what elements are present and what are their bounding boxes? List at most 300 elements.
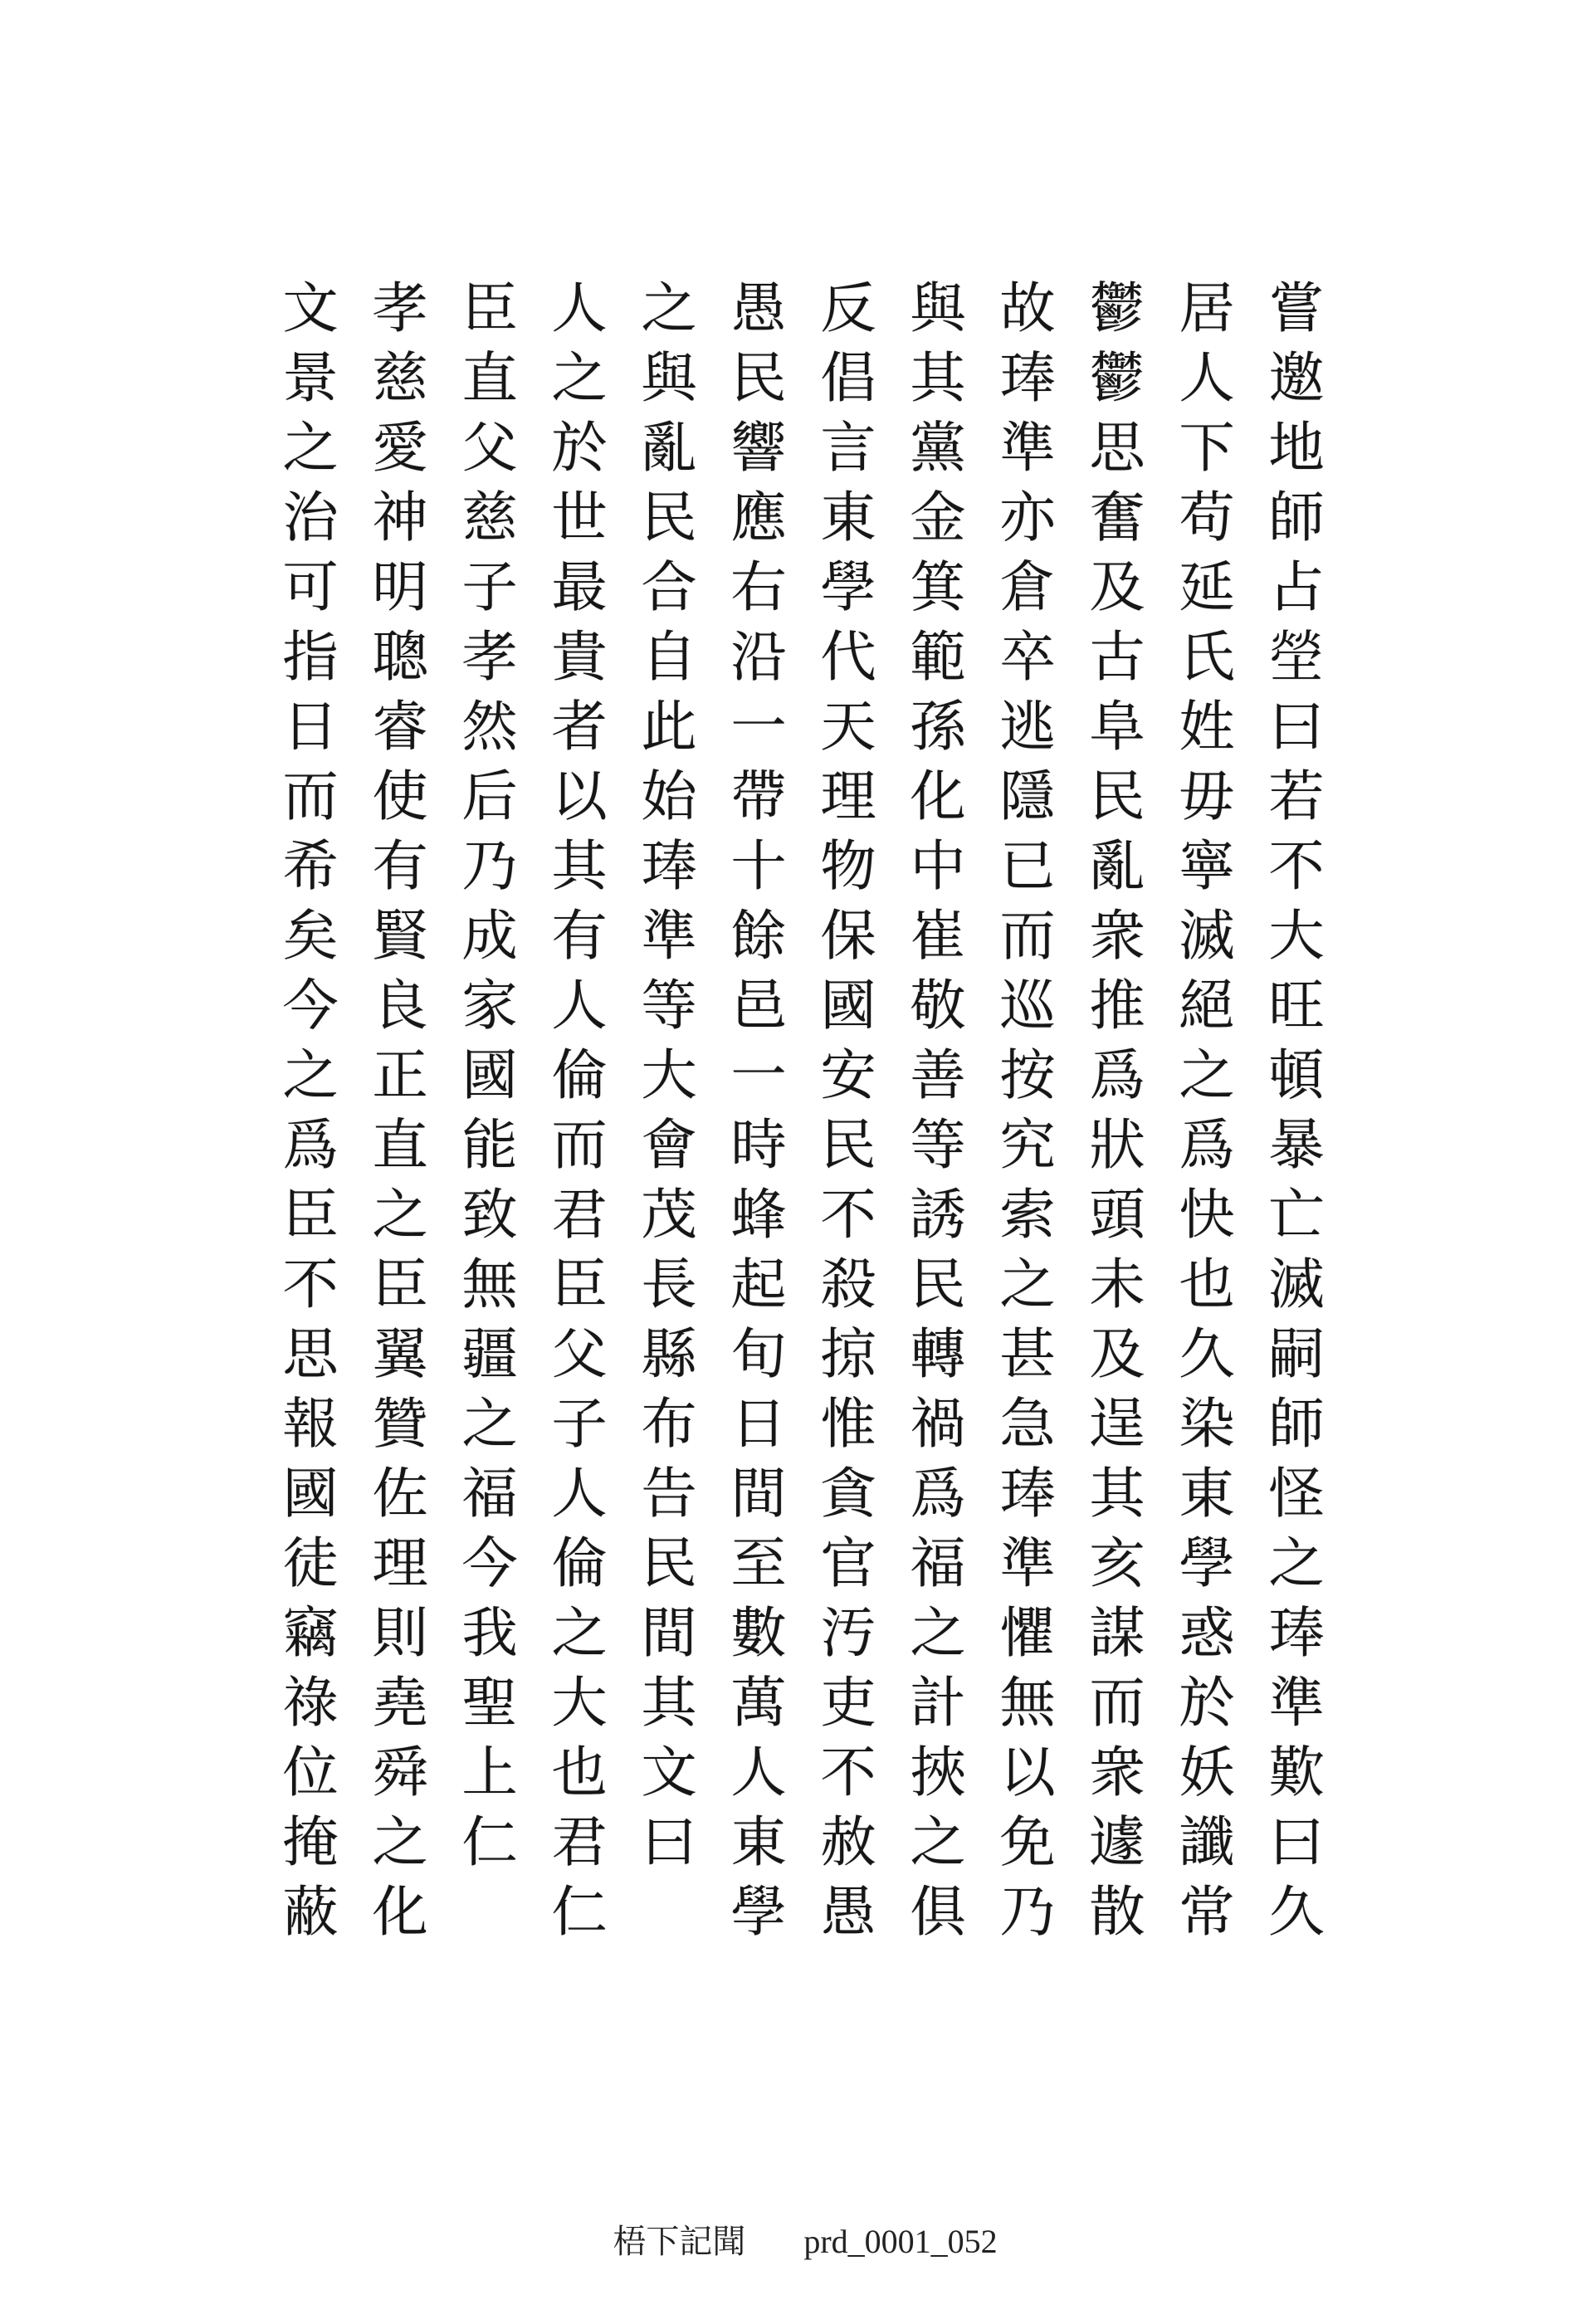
text-character: 謀 bbox=[1089, 1601, 1145, 1665]
text-character: 及 bbox=[1089, 1322, 1145, 1386]
text-character: 衆 bbox=[1089, 1741, 1145, 1804]
text-character: 赦 bbox=[820, 1810, 876, 1874]
text-character: 乃 bbox=[461, 834, 518, 898]
text-character: 滅 bbox=[1179, 904, 1235, 968]
text-character: 縣 bbox=[641, 1322, 697, 1386]
text-character: 一 bbox=[730, 695, 787, 759]
text-character: 鬱 bbox=[1089, 346, 1145, 410]
text-character: 民 bbox=[641, 1531, 697, 1595]
text-character: 民 bbox=[1089, 764, 1145, 828]
text-character: 思 bbox=[1089, 416, 1145, 480]
text-character: 按 bbox=[999, 1043, 1056, 1107]
text-character: 則 bbox=[372, 1601, 428, 1665]
text-character: 理 bbox=[372, 1531, 428, 1595]
text-character: 曰 bbox=[641, 1810, 697, 1874]
text-character: 誘 bbox=[910, 1183, 966, 1247]
text-column bbox=[1171, 274, 1243, 1944]
text-character: 東 bbox=[1179, 1462, 1235, 1526]
text-character: 帶 bbox=[730, 764, 787, 828]
text-character: 睿 bbox=[372, 695, 428, 759]
text-column bbox=[902, 274, 974, 1944]
text-character: 仁 bbox=[551, 1880, 608, 1944]
text-character: 天 bbox=[820, 695, 876, 759]
text-character: 會 bbox=[641, 1113, 697, 1177]
text-character: 希 bbox=[282, 834, 339, 898]
text-character: 究 bbox=[999, 1113, 1056, 1177]
book-title: 梧下記聞 bbox=[613, 2223, 746, 2260]
text-character: 致 bbox=[461, 1183, 518, 1247]
text-character: 聖 bbox=[461, 1671, 518, 1735]
text-character: 逃 bbox=[999, 695, 1056, 759]
text-character: 準 bbox=[1268, 1671, 1325, 1735]
text-character: 民 bbox=[730, 346, 787, 410]
text-character: 間 bbox=[641, 1601, 697, 1665]
text-character: 之 bbox=[1179, 1043, 1235, 1107]
text-character: 無 bbox=[999, 1671, 1056, 1735]
text-character: 琫 bbox=[999, 1462, 1056, 1526]
text-character: 索 bbox=[999, 1183, 1056, 1247]
text-character: 子 bbox=[551, 1392, 608, 1456]
text-character: 無 bbox=[461, 1252, 518, 1316]
text-character: 合 bbox=[641, 555, 697, 619]
text-character: 君 bbox=[551, 1183, 608, 1247]
text-character: 官 bbox=[820, 1531, 876, 1595]
text-character: 已 bbox=[999, 834, 1056, 898]
text-character: 君 bbox=[551, 1810, 608, 1874]
text-character: 也 bbox=[1179, 1252, 1235, 1316]
text-character: 俱 bbox=[910, 1880, 966, 1944]
text-character: 布 bbox=[641, 1392, 697, 1456]
text-character: 暴 bbox=[1268, 1113, 1325, 1177]
text-character: 直 bbox=[461, 346, 518, 410]
text-character: 臣 bbox=[551, 1252, 608, 1316]
text-character: 者 bbox=[551, 695, 608, 759]
text-character: 嘗 bbox=[1268, 276, 1325, 340]
text-character: 染 bbox=[1179, 1392, 1235, 1456]
text-character: 倉 bbox=[999, 555, 1056, 619]
text-character: 之 bbox=[910, 1810, 966, 1874]
text-character: 妖 bbox=[1179, 1741, 1235, 1804]
text-character: 掠 bbox=[820, 1322, 876, 1386]
text-character: 父 bbox=[461, 416, 518, 480]
text-character: 國 bbox=[282, 1462, 339, 1526]
text-character: 有 bbox=[372, 834, 428, 898]
text-character: 怪 bbox=[1268, 1462, 1325, 1526]
text-character: 一 bbox=[730, 1043, 787, 1107]
text-character: 倫 bbox=[551, 1531, 608, 1595]
text-character: 貴 bbox=[551, 625, 608, 689]
text-character: 久 bbox=[1268, 1880, 1325, 1944]
text-character: 吏 bbox=[820, 1671, 876, 1735]
text-character: 延 bbox=[1179, 555, 1235, 619]
text-character: 歎 bbox=[1268, 1741, 1325, 1804]
text-character: 響 bbox=[730, 416, 787, 480]
text-character: 旬 bbox=[730, 1322, 787, 1386]
text-character: 佐 bbox=[372, 1462, 428, 1526]
text-character: 家 bbox=[461, 974, 518, 1038]
text-character: 臣 bbox=[461, 276, 518, 340]
text-character: 懼 bbox=[999, 1601, 1056, 1665]
text-character: 可 bbox=[282, 555, 339, 619]
text-character: 臣 bbox=[372, 1252, 428, 1316]
text-character: 神 bbox=[372, 486, 428, 549]
text-character: 父 bbox=[551, 1322, 608, 1386]
text-character: 疆 bbox=[461, 1322, 518, 1386]
text-character: 人 bbox=[730, 1741, 787, 1804]
text-character: 苟 bbox=[1179, 486, 1235, 549]
text-character: 計 bbox=[910, 1671, 966, 1735]
text-character: 日 bbox=[730, 1392, 787, 1456]
text-column bbox=[544, 274, 615, 1944]
text-character: 仁 bbox=[461, 1810, 518, 1874]
text-character: 間 bbox=[730, 1462, 787, 1526]
text-character: 奮 bbox=[1089, 486, 1145, 549]
text-character: 旺 bbox=[1268, 974, 1325, 1038]
text-character: 最 bbox=[551, 555, 608, 619]
text-character: 治 bbox=[282, 486, 339, 549]
text-character: 大 bbox=[641, 1043, 697, 1107]
text-character: 蜂 bbox=[730, 1183, 787, 1247]
text-character: 乃 bbox=[999, 1880, 1056, 1944]
text-character: 以 bbox=[551, 764, 608, 828]
text-character: 其 bbox=[910, 346, 966, 410]
text-character: 之 bbox=[910, 1601, 966, 1665]
text-column bbox=[813, 274, 884, 1944]
text-character: 逞 bbox=[1089, 1392, 1145, 1456]
text-character: 人 bbox=[551, 276, 608, 340]
text-character: 頓 bbox=[1268, 1043, 1325, 1107]
text-character: 國 bbox=[461, 1043, 518, 1107]
text-character: 愚 bbox=[820, 1880, 876, 1944]
text-character: 琫 bbox=[1268, 1601, 1325, 1665]
text-character: 琫 bbox=[641, 834, 697, 898]
text-character: 準 bbox=[641, 904, 697, 968]
text-character: 右 bbox=[730, 555, 787, 619]
text-character: 子 bbox=[461, 555, 518, 619]
text-character: 之 bbox=[1268, 1531, 1325, 1595]
text-character: 愛 bbox=[372, 416, 428, 480]
text-character: 下 bbox=[1179, 416, 1235, 480]
text-character: 長 bbox=[641, 1252, 697, 1316]
text-character: 挾 bbox=[910, 1741, 966, 1804]
text-character: 保 bbox=[820, 904, 876, 968]
text-character: 有 bbox=[551, 904, 608, 968]
text-character: 毋 bbox=[1179, 764, 1235, 828]
text-character: 貪 bbox=[820, 1462, 876, 1526]
text-character: 阜 bbox=[1089, 695, 1145, 759]
text-character: 爲 bbox=[1179, 1113, 1235, 1177]
text-character: 愚 bbox=[730, 276, 787, 340]
text-character: 安 bbox=[820, 1043, 876, 1107]
text-character: 不 bbox=[820, 1183, 876, 1247]
text-character: 時 bbox=[730, 1113, 787, 1177]
text-character: 而 bbox=[999, 904, 1056, 968]
text-character: 起 bbox=[730, 1252, 787, 1316]
text-character: 今 bbox=[461, 1531, 518, 1595]
text-character: 爲 bbox=[910, 1462, 966, 1526]
text-character: 民 bbox=[820, 1113, 876, 1177]
text-character: 人 bbox=[1179, 346, 1235, 410]
text-character: 民 bbox=[910, 1252, 966, 1316]
text-character: 報 bbox=[282, 1392, 339, 1456]
text-character: 大 bbox=[1268, 904, 1325, 968]
text-character: 巡 bbox=[999, 974, 1056, 1038]
text-character: 東 bbox=[730, 1810, 787, 1874]
text-character: 大 bbox=[551, 1671, 608, 1735]
page-footer bbox=[0, 2176, 1577, 2302]
text-character: 代 bbox=[820, 625, 876, 689]
text-character: 卒 bbox=[999, 625, 1056, 689]
text-character: 堯 bbox=[372, 1671, 428, 1735]
text-character: 言 bbox=[820, 416, 876, 480]
text-character: 翼 bbox=[372, 1322, 428, 1386]
text-column bbox=[633, 274, 705, 1876]
text-character: 滅 bbox=[1268, 1252, 1325, 1316]
page-identifier: prd_0001_052 bbox=[803, 2223, 998, 2260]
text-character: 上 bbox=[461, 1741, 518, 1804]
text-character: 徒 bbox=[282, 1531, 339, 1595]
text-character: 不 bbox=[282, 1252, 339, 1316]
text-character: 金 bbox=[910, 486, 966, 549]
text-character: 師 bbox=[1268, 486, 1325, 549]
text-character: 準 bbox=[999, 416, 1056, 480]
text-character: 敬 bbox=[910, 974, 966, 1038]
text-character: 成 bbox=[461, 904, 518, 968]
text-character: 亡 bbox=[1268, 1183, 1325, 1247]
text-character: 世 bbox=[551, 486, 608, 549]
text-character: 理 bbox=[820, 764, 876, 828]
text-character: 爲 bbox=[282, 1113, 339, 1177]
text-character: 推 bbox=[1089, 974, 1145, 1038]
text-character: 舜 bbox=[372, 1741, 428, 1804]
text-character: 亂 bbox=[1089, 834, 1145, 898]
text-character: 之 bbox=[999, 1252, 1056, 1316]
text-character: 始 bbox=[641, 764, 697, 828]
text-character: 之 bbox=[551, 346, 608, 410]
text-character: 蔽 bbox=[282, 1880, 339, 1944]
text-character: 之 bbox=[372, 1810, 428, 1874]
text-character: 良 bbox=[372, 974, 428, 1038]
text-character: 贊 bbox=[372, 1392, 428, 1456]
text-character: 能 bbox=[461, 1113, 518, 1177]
text-character: 福 bbox=[461, 1462, 518, 1526]
text-character: 崔 bbox=[910, 904, 966, 968]
text-character: 其 bbox=[1089, 1462, 1145, 1526]
text-character: 掩 bbox=[282, 1810, 339, 1874]
text-character: 範 bbox=[910, 625, 966, 689]
text-character: 化 bbox=[910, 764, 966, 828]
text-character: 古 bbox=[1089, 625, 1145, 689]
text-character: 自 bbox=[641, 625, 697, 689]
text-character: 學 bbox=[730, 1880, 787, 1944]
text-character: 急 bbox=[999, 1392, 1056, 1456]
text-character: 人 bbox=[551, 974, 608, 1038]
text-character: 準 bbox=[999, 1531, 1056, 1595]
text-character: 而 bbox=[551, 1113, 608, 1177]
text-character: 狀 bbox=[1089, 1113, 1145, 1177]
text-character: 茂 bbox=[641, 1183, 697, 1247]
text-character: 中 bbox=[910, 834, 966, 898]
text-column bbox=[364, 274, 436, 1944]
text-character: 散 bbox=[1089, 1880, 1145, 1944]
text-character: 物 bbox=[820, 834, 876, 898]
text-character: 若 bbox=[1268, 764, 1325, 828]
text-character: 直 bbox=[372, 1113, 428, 1177]
text-character: 占 bbox=[1268, 555, 1325, 619]
text-character: 也 bbox=[551, 1741, 608, 1804]
text-character: 日 bbox=[282, 695, 339, 759]
text-character: 亦 bbox=[999, 486, 1056, 549]
text-character: 與 bbox=[910, 276, 966, 340]
text-character: 之 bbox=[282, 1043, 339, 1107]
text-column bbox=[275, 274, 346, 1944]
text-character: 以 bbox=[999, 1741, 1056, 1804]
text-character: 指 bbox=[282, 625, 339, 689]
text-character: 臣 bbox=[282, 1183, 339, 1247]
text-column bbox=[723, 274, 794, 1944]
text-character: 甚 bbox=[999, 1322, 1056, 1386]
text-character: 爲 bbox=[1089, 1043, 1145, 1107]
text-character: 孝 bbox=[461, 625, 518, 689]
text-character: 曰 bbox=[1268, 1810, 1325, 1874]
text-character: 聰 bbox=[372, 625, 428, 689]
text-character: 至 bbox=[730, 1531, 787, 1595]
text-character: 等 bbox=[641, 974, 697, 1038]
text-character: 竊 bbox=[282, 1601, 339, 1665]
text-character: 賢 bbox=[372, 904, 428, 968]
text-character: 汚 bbox=[820, 1601, 876, 1665]
text-character: 文 bbox=[282, 276, 339, 340]
text-character: 鬱 bbox=[1089, 276, 1145, 340]
text-character: 故 bbox=[999, 276, 1056, 340]
text-character: 絕 bbox=[1179, 974, 1235, 1038]
text-character: 地 bbox=[1268, 416, 1325, 480]
text-character: 學 bbox=[1179, 1531, 1235, 1595]
text-character: 與 bbox=[641, 346, 697, 410]
text-character: 於 bbox=[1179, 1671, 1235, 1735]
text-character: 應 bbox=[730, 486, 787, 549]
text-character: 氏 bbox=[1179, 625, 1235, 689]
text-character: 惟 bbox=[820, 1392, 876, 1456]
text-character: 快 bbox=[1179, 1183, 1235, 1247]
text-character: 今 bbox=[282, 974, 339, 1038]
text-character: 思 bbox=[282, 1322, 339, 1386]
text-character: 黨 bbox=[910, 416, 966, 480]
text-character: 之 bbox=[641, 276, 697, 340]
text-character: 亂 bbox=[641, 416, 697, 480]
text-character: 隱 bbox=[999, 764, 1056, 828]
text-character: 免 bbox=[999, 1810, 1056, 1874]
text-character: 及 bbox=[1089, 555, 1145, 619]
text-character: 箕 bbox=[910, 555, 966, 619]
text-character: 善 bbox=[910, 1043, 966, 1107]
text-character: 不 bbox=[820, 1741, 876, 1804]
text-character: 孫 bbox=[910, 695, 966, 759]
text-character: 殺 bbox=[820, 1252, 876, 1316]
text-character: 邀 bbox=[1268, 346, 1325, 410]
text-character: 亥 bbox=[1089, 1531, 1145, 1595]
text-character: 未 bbox=[1089, 1252, 1145, 1316]
text-character: 師 bbox=[1268, 1392, 1325, 1456]
text-character: 餘 bbox=[730, 904, 787, 968]
text-character: 慈 bbox=[372, 346, 428, 410]
text-character: 十 bbox=[730, 834, 787, 898]
text-character: 祿 bbox=[282, 1671, 339, 1735]
text-character: 此 bbox=[641, 695, 697, 759]
text-character: 使 bbox=[372, 764, 428, 828]
text-character: 東 bbox=[820, 486, 876, 549]
text-column bbox=[454, 274, 525, 1876]
text-character: 倫 bbox=[551, 1043, 608, 1107]
text-character: 而 bbox=[282, 764, 339, 828]
text-character: 文 bbox=[641, 1741, 697, 1804]
text-character: 反 bbox=[820, 276, 876, 340]
text-character: 慈 bbox=[461, 486, 518, 549]
text-character: 曰 bbox=[1268, 695, 1325, 759]
text-character: 常 bbox=[1179, 1880, 1235, 1944]
text-character: 之 bbox=[282, 416, 339, 480]
text-character: 后 bbox=[461, 764, 518, 828]
text-character: 數 bbox=[730, 1601, 787, 1665]
text-column bbox=[992, 274, 1063, 1944]
text-character: 姓 bbox=[1179, 695, 1235, 759]
text-character: 遽 bbox=[1089, 1810, 1145, 1874]
text-character: 而 bbox=[1089, 1671, 1145, 1735]
text-character: 化 bbox=[372, 1880, 428, 1944]
text-character: 位 bbox=[282, 1741, 339, 1804]
text-character: 讖 bbox=[1179, 1810, 1235, 1874]
text-character: 正 bbox=[372, 1043, 428, 1107]
text-character: 等 bbox=[910, 1113, 966, 1177]
text-character: 不 bbox=[1268, 834, 1325, 898]
text-character: 景 bbox=[282, 346, 339, 410]
text-column bbox=[1081, 274, 1153, 1944]
text-character: 人 bbox=[551, 1462, 608, 1526]
text-character: 學 bbox=[820, 555, 876, 619]
text-character: 衆 bbox=[1089, 904, 1145, 968]
text-character: 之 bbox=[551, 1601, 608, 1665]
text-character: 萬 bbox=[730, 1671, 787, 1735]
text-character: 沿 bbox=[730, 625, 787, 689]
text-character: 告 bbox=[641, 1462, 697, 1526]
text-character: 居 bbox=[1179, 276, 1235, 340]
text-character: 倡 bbox=[820, 346, 876, 410]
text-character: 琫 bbox=[999, 346, 1056, 410]
text-character: 嗣 bbox=[1268, 1322, 1325, 1386]
text-character: 久 bbox=[1179, 1322, 1235, 1386]
text-character: 塋 bbox=[1268, 625, 1325, 689]
text-character: 民 bbox=[641, 486, 697, 549]
text-character: 然 bbox=[461, 695, 518, 759]
text-character: 惑 bbox=[1179, 1601, 1235, 1665]
text-character: 於 bbox=[551, 416, 608, 480]
text-character: 其 bbox=[641, 1671, 697, 1735]
text-character: 之 bbox=[372, 1183, 428, 1247]
text-character: 禍 bbox=[910, 1392, 966, 1456]
text-character: 寧 bbox=[1179, 834, 1235, 898]
text-character: 邑 bbox=[730, 974, 787, 1038]
text-character: 明 bbox=[372, 555, 428, 619]
manuscript-text-block bbox=[237, 274, 1332, 1944]
text-character: 我 bbox=[461, 1601, 518, 1665]
text-character: 其 bbox=[551, 834, 608, 898]
text-character: 頭 bbox=[1089, 1183, 1145, 1247]
text-character: 矣 bbox=[282, 904, 339, 968]
text-character: 轉 bbox=[910, 1322, 966, 1386]
text-character: 之 bbox=[461, 1392, 518, 1456]
text-character: 孝 bbox=[372, 276, 428, 340]
text-column bbox=[1261, 274, 1332, 1944]
